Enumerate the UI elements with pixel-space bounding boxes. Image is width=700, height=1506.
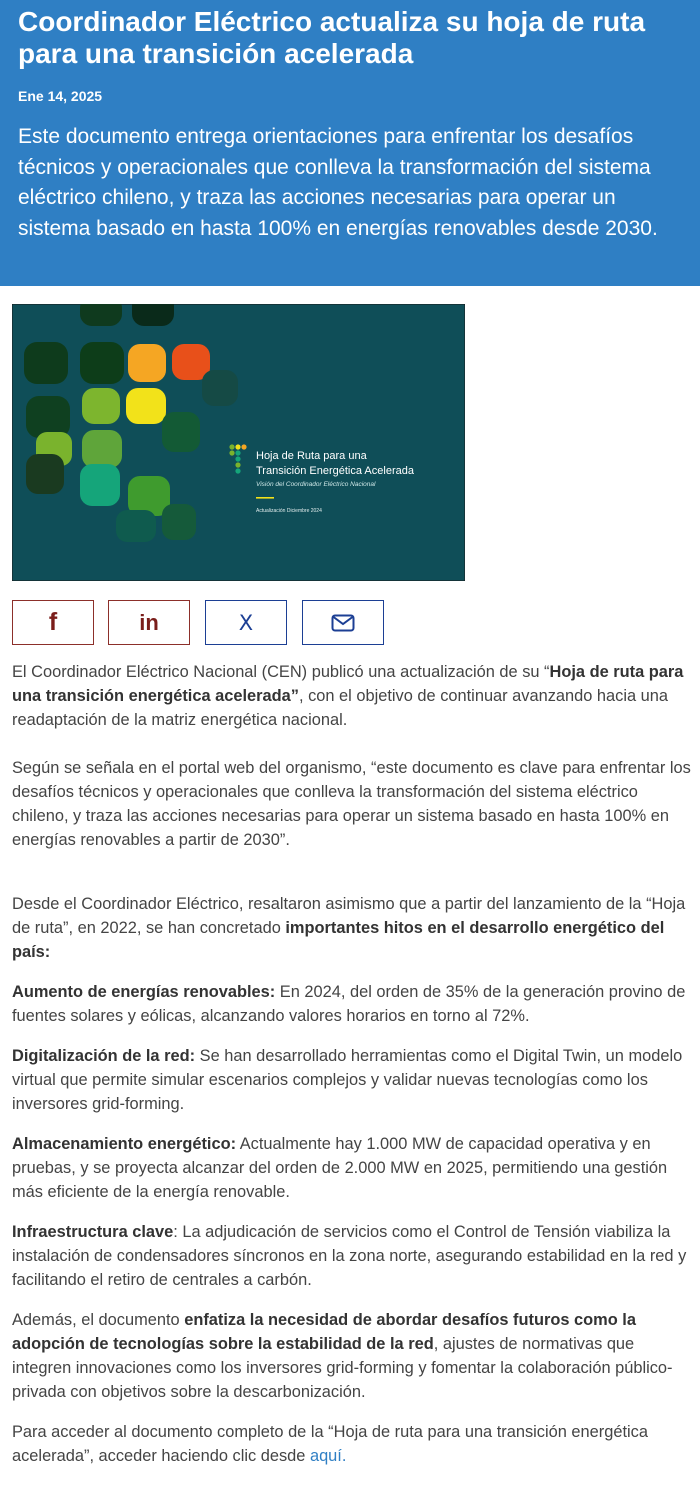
share-email-button[interactable]: [302, 600, 384, 645]
paragraph-intro: El Coordinador Eléctrico Nacional (CEN) publicó una actualización de su “Hoja de ruta para una transición energética acelerada”, con el objetivo de continuar avanzando hacia una readaptación de la matriz energética nacional.: [12, 663, 684, 729]
hero-title-line1: Hoja de Ruta para una: [256, 450, 367, 462]
document-link[interactable]: aquí.: [309, 1447, 347, 1465]
hero-update-date: Actualización Diciembre 2024: [256, 508, 322, 514]
milestone-digitalization: Digitalización de la red: Se han desarrollado herramientas como el Digital Twin, un modelo virtual que permite simular escenarios complejos y validar nuevas tecnologías como los inversores grid-forming.: [12, 1047, 683, 1113]
milestone-infrastructure: Infraestructura clave: La adjudicación de servicios como el Control de Tensión viabiliza la instalación de condensadores síncronos en la zona norte, asegurando estabilidad en la red y facilitando el retiro de centrales a carbón.: [12, 1223, 687, 1289]
hero-subtitle: Visión del Coordinador Eléctrico Nacional: [256, 481, 376, 488]
paragraph-challenges: Además, el documento enfatiza la necesidad de abordar desafíos futuros como la adopción de tecnologías sobre la estabilidad de la red, ajustes de normativas que integren innovaciones como los inversores grid-forming y fomentar la colaboración público-privada con objetivos sobre la descarbonización.: [12, 1311, 673, 1401]
milestone-renewables: Aumento de energías renovables: En 2024, del orden de 35% de la generación provino de fuentes solares y eólicas, alcanzando valores horarios en torno al 72%.: [12, 983, 686, 1025]
share-x-button[interactable]: [205, 600, 287, 645]
article-body: [12, 660, 692, 1484]
linkedin-icon: in: [139, 609, 159, 635]
article-header: [0, 0, 700, 286]
milestone-storage: Almacenamiento energético: Actualmente hay 1.000 MW de capacidad operativa y en pruebas, y se proyecta alcanzar del orden de 2.000 MW en 2025, permitiendo una gestión más eficiente de la energía renovable.: [12, 1135, 668, 1201]
x-icon: X: [238, 610, 254, 635]
email-icon: [331, 614, 355, 632]
hero-accent-line: [256, 497, 274, 499]
hero-title-line2: Transición Energética Acelerada: [256, 465, 414, 477]
paragraph-quote: Según se señala en el portal web del organismo, “este documento es clave para enfrentar los desafíos técnicos y operacionales que conlleva la transformación del sistema eléctrico chileno, y traza las acciones necesarias para operar un sistema basado en hasta 100% en energías renovables a partir de 2030”.: [12, 759, 691, 849]
share-facebook-button[interactable]: [12, 600, 94, 645]
hero-image: [12, 304, 465, 581]
publish-date: Ene 14, 2025: [18, 88, 103, 104]
share-linkedin-button[interactable]: [108, 600, 190, 645]
paragraph-milestones-intro: Desde el Coordinador Eléctrico, resaltaron asimismo que a partir del lanzamiento de la “Hoja de ruta”, en 2022, se han concretado importantes hitos en el desarrollo energético del país:: [12, 895, 686, 961]
article-lead: Este documento entrega orientaciones para enfrentar los desafíos técnicos y operacionales que conlleva la transformación del sistema eléctrico chileno, y traza las acciones necesarias para operar un sistema basado en hasta 100% en energías renovables desde 2030.: [18, 125, 658, 240]
facebook-icon: f: [48, 608, 58, 636]
paragraph-access: Para acceder al documento completo de la “Hoja de ruta para una transición energética acelerada”, acceder haciendo clic desde aquí.: [12, 1423, 648, 1465]
page-title: Coordinador Eléctrico actualiza su hoja de ruta para una transición acelerada: [18, 6, 646, 69]
